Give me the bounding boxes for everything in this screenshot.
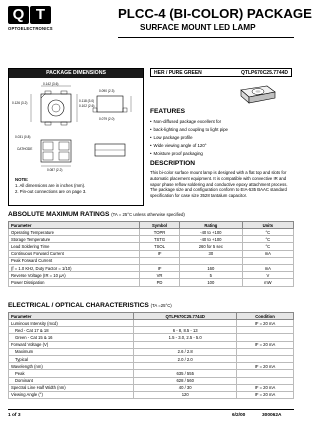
led-package-illustration xyxy=(237,82,277,106)
table-header-row xyxy=(9,313,294,320)
note-item: 2. Pin-out connections are on page 3. xyxy=(15,189,87,194)
logo-letter-t: T xyxy=(30,6,51,24)
table-cell: Forward Voltage (V) xyxy=(9,341,134,348)
table-cell: 5 xyxy=(179,272,242,279)
table-row xyxy=(9,243,294,250)
table-cell xyxy=(140,257,180,264)
table-cell: Continuous Forward Current xyxy=(9,250,140,257)
table-cell: Spectral Line Half Width (nm) xyxy=(9,384,134,391)
table-row xyxy=(9,377,294,384)
package-dimensions-heading: PACKAGE DIMENSIONS xyxy=(9,69,143,78)
table-cell xyxy=(242,257,293,264)
table-cell: -40 to +100 xyxy=(179,229,242,236)
table-cell: Green - Cat 15 & 16 xyxy=(9,334,134,341)
table-cell: 40 / 30 xyxy=(134,384,237,391)
table-cell: IF xyxy=(140,250,180,257)
table-cell xyxy=(236,377,293,384)
abs-max-title: ABSOLUTE MAXIMUM RATINGS xyxy=(8,211,110,218)
table-cell: Peak xyxy=(9,370,134,377)
footer-divider xyxy=(8,409,294,410)
dim-label: 0.118 (3.0) xyxy=(79,99,95,103)
table-cell: 160 xyxy=(179,264,242,271)
table-cell: IF = 20 mA xyxy=(236,391,293,398)
abs-max-condition: (TA = 25°C unless otherwise specified) xyxy=(111,212,185,217)
table-cell xyxy=(134,341,237,348)
table-cell: 30 xyxy=(179,250,242,257)
table-cell xyxy=(236,355,293,362)
table-row xyxy=(9,250,294,257)
features-heading: FEATURES xyxy=(150,108,186,115)
table-cell: TSTG xyxy=(140,236,180,243)
document-number: 300062A xyxy=(262,413,282,418)
table-row xyxy=(9,363,294,370)
footer-date: 6/2/00 xyxy=(232,413,246,418)
table-cell: VR xyxy=(140,272,180,279)
list-item: • Low package profile xyxy=(150,134,228,142)
table-cell: 1.5 - 3.0, 2.5 - 5.0 xyxy=(134,334,237,341)
table-cell: Power Dissipation xyxy=(9,279,140,286)
dim-label: 0.126 (3.2) xyxy=(12,101,28,105)
column-header: Rating xyxy=(179,222,242,229)
dim-label: 0.090 (2.3) xyxy=(99,89,115,93)
notes-label: NOTE: xyxy=(15,177,29,182)
table-cell: PD xyxy=(140,279,180,286)
table-row xyxy=(9,355,294,362)
features-list xyxy=(150,118,228,158)
page-title: PLCC-4 (BI-COLOR) PACKAGE xyxy=(118,6,312,21)
table-row xyxy=(9,257,294,264)
table-row xyxy=(9,229,294,236)
table-row xyxy=(9,236,294,243)
notes-block xyxy=(15,177,86,195)
abs-max-table xyxy=(8,221,294,287)
table-cell: mW xyxy=(242,279,293,286)
table-cell: °C xyxy=(242,236,293,243)
column-header: Condition xyxy=(236,313,293,320)
page-subtitle: SURFACE MOUNT LED LAMP xyxy=(140,23,256,32)
logo-letter-q: Q xyxy=(8,6,29,24)
table-cell: Operating Temperature xyxy=(9,229,140,236)
table-cell: Viewing Angle (°) xyxy=(9,391,134,398)
table-cell: IF = 20 mA xyxy=(236,384,293,391)
abs-max-heading xyxy=(8,211,185,218)
column-header: Symbol xyxy=(140,222,180,229)
table-cell: Luminous Intensity (mcd) xyxy=(9,320,134,327)
list-item: • back-lighting and coupling to light pipe xyxy=(150,126,228,134)
table-cell: 120 xyxy=(134,391,237,398)
table-cell: IF = 20 mA xyxy=(236,341,293,348)
table-row xyxy=(9,327,294,334)
table-cell: IF = 20 mA xyxy=(236,320,293,327)
table-cell xyxy=(134,320,237,327)
table-cell: 2.0 / 2.0 xyxy=(134,355,237,362)
electrical-title: ELECTRICAL / OPTICAL CHARACTERISTICS xyxy=(8,302,149,309)
electrical-table xyxy=(8,312,294,399)
table-row xyxy=(9,391,294,398)
table-cell: -40 to +100 xyxy=(179,236,242,243)
logo-subtitle: OPTOELECTRONICS xyxy=(8,26,53,31)
table-cell: 100 xyxy=(179,279,242,286)
table-row xyxy=(9,384,294,391)
table-cell xyxy=(134,363,237,370)
table-row xyxy=(9,341,294,348)
dim-label: 0.087 (2.2) xyxy=(47,168,63,172)
electrical-condition: (TA =25°C) xyxy=(150,303,172,308)
table-cell: Reverse Voltage (IR = 10 µA) xyxy=(9,272,140,279)
table-cell: Storage Temperature xyxy=(9,236,140,243)
dim-label: 0.079 (2.0) xyxy=(99,117,115,121)
list-item: • Moisture proof packaging xyxy=(150,150,228,158)
table-cell: Maximum xyxy=(9,348,134,355)
header-divider xyxy=(118,37,294,38)
table-cell: IF xyxy=(140,264,180,271)
table-cell: Typical xyxy=(9,355,134,362)
table-cell xyxy=(179,257,242,264)
table-row xyxy=(9,334,294,341)
table-cell: 2.6 / 2.8 xyxy=(134,348,237,355)
column-header: Units xyxy=(242,222,293,229)
qt-logo xyxy=(8,6,60,31)
table-row xyxy=(9,264,294,271)
table-cell xyxy=(236,348,293,355)
table-cell: Lead Soldering Time xyxy=(9,243,140,250)
table-cell: °C xyxy=(242,243,293,250)
table-cell: 6 - 8, 8.5 - 13 xyxy=(134,327,237,334)
table-cell xyxy=(236,327,293,334)
table-row xyxy=(9,279,294,286)
list-item: • Wide viewing angle of 120° xyxy=(150,142,228,150)
table-cell: Red - Cat 17 & 18 xyxy=(9,327,134,334)
cathode-label: CATHODE xyxy=(17,147,33,151)
table-cell: IF = 20 mA xyxy=(236,363,293,370)
package-dimension-drawing xyxy=(11,80,141,172)
table-cell xyxy=(236,334,293,341)
table-cell: 260 for 5 sec xyxy=(179,243,242,250)
description-heading: DESCRIPTION xyxy=(150,160,196,167)
column-header: Parameter xyxy=(9,313,134,320)
table-cell: °C xyxy=(242,229,293,236)
part-color-bar xyxy=(150,68,292,77)
note-item: 1. All dimensions are in inches (mm). xyxy=(15,183,86,188)
table-row xyxy=(9,272,294,279)
part-number: QTLP670C25.7744D xyxy=(241,69,288,76)
list-item: • Non-diffused package excellent for xyxy=(150,118,228,126)
table-cell: mA xyxy=(242,264,293,271)
table-cell: V xyxy=(242,272,293,279)
package-dimensions-panel xyxy=(8,68,144,206)
description-text: This bi-color surface mount lamp is designed with a flat top and slots for automatic placement equipment. It is compatible with convective IR and vapor phase reflow soldering and conductive epoxy attachment process. The package size and configuration conform to EIA-535 BAAC standard specification for case size 3528 tantalum capacitor. xyxy=(150,170,288,199)
table-cell: Wavelength (nm) xyxy=(9,363,134,370)
table-row xyxy=(9,320,294,327)
table-cell: mA xyxy=(242,250,293,257)
dim-label: 0.031 (0.8) xyxy=(15,135,31,139)
page-number: 1 of 3 xyxy=(8,413,21,418)
table-row xyxy=(9,348,294,355)
table-cell: TOPR xyxy=(140,229,180,236)
dim-label: 0.102 (2.6) xyxy=(79,104,95,108)
column-header: QTLP670C25.7744D xyxy=(134,313,237,320)
table-cell: 628 / 560 xyxy=(134,377,237,384)
color-label: HER / PURE GREEN xyxy=(154,69,202,76)
table-header-row xyxy=(9,222,294,229)
table-cell: 635 / 555 xyxy=(134,370,237,377)
table-cell: Peak Forward Current xyxy=(9,257,140,264)
table-cell: TSOL xyxy=(140,243,180,250)
electrical-heading xyxy=(8,302,172,309)
dim-label: 0.142 (3.6) xyxy=(43,82,59,86)
table-row xyxy=(9,370,294,377)
table-cell: Dominant xyxy=(9,377,134,384)
column-header: Parameter xyxy=(9,222,140,229)
table-cell xyxy=(236,370,293,377)
table-cell: (f = 1.0 KHz, Duty Factor = 1/10) xyxy=(9,264,140,271)
